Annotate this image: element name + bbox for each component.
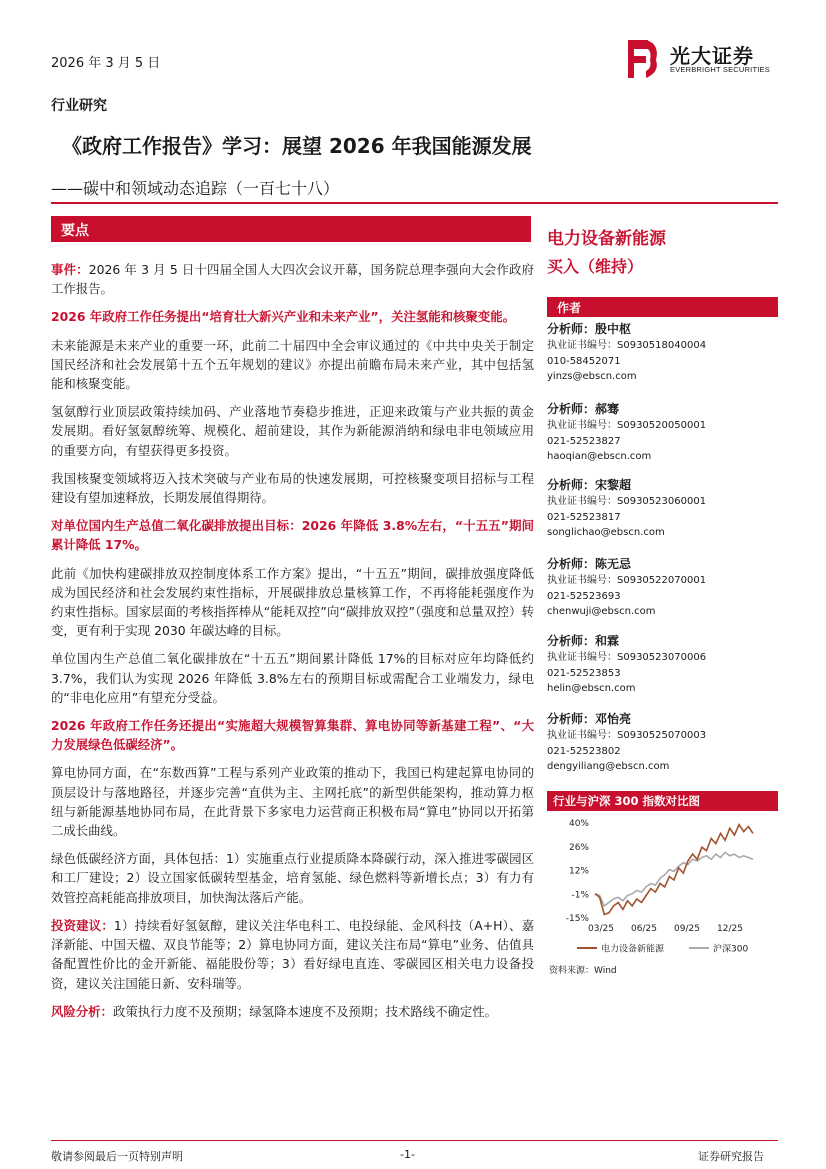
key-points-label: 要点 [61, 223, 89, 239]
chart-title: 行业与沪深 300 指数对比图 [553, 794, 701, 808]
y-tick-label: 26% [568, 842, 589, 853]
analyst-phone: 021-52523853 [547, 667, 621, 679]
analyst-phone: 021-52523817 [547, 511, 621, 523]
x-tick-label: 06/25 [631, 924, 657, 934]
analyst-email[interactable]: yinzs@ebscn.com [547, 371, 637, 382]
main-body [51, 260, 534, 1030]
analyst-card [547, 710, 778, 775]
analyst-name: 分析师：殷中枢 [547, 322, 632, 336]
analyst-email[interactable]: helin@ebscn.com [547, 683, 636, 694]
risk-label: 风险分析： [51, 1003, 113, 1019]
report-type: 行业研究 [51, 98, 107, 114]
analyst-email[interactable]: dengyiliang@ebscn.com [547, 761, 670, 772]
sector-name: 电力设备新能源 [547, 229, 666, 249]
logo-subtext: EVERBRIGHT SECURITIES [670, 65, 770, 74]
paragraph-5: 单位国内生产总值二氧化碳排放在“十五五”期间累计降低 17%的目标对应年均降低约 3.7%，我们认为实现 2026 年降低 3.8%左右的预期目标或需配合工业端发力，绿电的“非电化应用”有望充分受益。 [51, 651, 534, 705]
analyst-phone: 010-58452071 [547, 355, 621, 367]
investment-paragraph [51, 916, 534, 993]
y-tick-label: 12% [568, 866, 589, 877]
analyst-cert: 执业证书编号：S0930518040004 [547, 340, 707, 351]
footer-divider [51, 1140, 778, 1141]
page-number: -1- [400, 1148, 415, 1161]
investment-text: 1）持续看好氢氨醇，建议关注华电科工、电投绿能、金风科技（A+H）、嘉泽新能、中国天楹、双良节能等；2）算电协同方面，建议关注布局“算电”业务、估值具备配置性价比的金开新能、福能股份等；3）看好绿电直连、零碳园区相关电力设备投资，建议关注国能日新、安科瑞等。 [51, 917, 535, 991]
analyst-card [547, 632, 778, 697]
risk-paragraph [51, 1002, 534, 1021]
chart-header [547, 791, 778, 811]
highlight-heading-2: 对单位国内生产总值二氧化碳排放提出目标：2026 年降低 3.8%左右，“十五五”期间累计降低 17%。 [51, 518, 534, 553]
analyst-email[interactable]: songlichao@ebscn.com [547, 527, 665, 538]
footer-disclaimer: 敬请参阅最后一页特别声明 [51, 1150, 183, 1163]
y-tick-label: -15% [565, 914, 589, 924]
authors-header [547, 297, 778, 317]
paragraph-3: 我国核聚变领域将迈入技术突破与产业布局的快速发展期，可控核聚变项目招标与工程建设有望加速释放，长期发展值得期待。 [51, 470, 534, 506]
report-title: 《政府工作报告》学习：展望 2026 年我国能源发展 [62, 134, 532, 158]
analyst-email[interactable]: chenwuji@ebscn.com [547, 606, 656, 617]
logo-mark-icon [626, 38, 662, 82]
report-date: 2026 年 3 月 5 日 [51, 56, 161, 71]
legend-label: 电力设备新能源 [601, 944, 665, 955]
y-tick-label: 40% [568, 819, 589, 829]
highlight-heading-3: 2026 年政府工作任务还提出“实施超大规模智算集群、算电协同等新基建工程”、“大力发展绿色低碳经济”。 [51, 718, 534, 753]
analyst-phone: 021-52523693 [547, 590, 621, 602]
analyst-cert: 执业证书编号：S0930523070006 [547, 652, 707, 663]
key-points-header [51, 216, 531, 242]
chart-source: 资料来源：Wind [549, 966, 617, 976]
authors-label: 作者 [557, 301, 582, 315]
analyst-name: 分析师：宋黎超 [547, 478, 632, 492]
title-divider [51, 202, 778, 204]
logo-text: 光大证券 [670, 44, 754, 68]
series-line [595, 825, 753, 915]
event-paragraph [51, 260, 534, 298]
event-label: 事件： [51, 262, 89, 277]
analyst-name: 分析师：陈无忌 [547, 557, 632, 571]
legend-label: 沪深300 [713, 944, 749, 955]
x-tick-label: 09/25 [674, 924, 700, 934]
x-tick-label: 03/25 [588, 924, 614, 934]
analyst-phone: 021-52523802 [547, 745, 621, 757]
analyst-card [547, 555, 778, 620]
analyst-phone: 021-52523827 [547, 435, 621, 447]
analyst-name: 分析师：和霖 [547, 634, 620, 648]
event-text: 2026 年 3 月 5 日十四届全国人大四次会议开幕，国务院总理李强向大会作政府工作报告。 [51, 262, 534, 297]
analyst-card [547, 476, 778, 541]
performance-chart [547, 815, 778, 965]
report-subtitle: ——碳中和领域动态追踪（一百七十八） [51, 179, 340, 198]
analyst-cert: 执业证书编号：S0930522070001 [547, 575, 707, 586]
x-tick-label: 12/25 [717, 924, 743, 934]
paragraph-6: 算电协同方面，在“东数西算”工程与系列产业政策的推动下，我国已构建起算电协同的顶层设计与落地路径，并逐步完善“直供为主、主网托底”的新型供能架构，推动算力枢纽与新能源基地协同布局，在此背景下多家电力运营商正积极布局“算电”协同以开拓第二成长曲线。 [51, 765, 534, 839]
analyst-name: 分析师：郝骞 [547, 402, 620, 416]
paragraph-7: 绿色低碳经济方面，具体包括：1）实施重点行业提质降本降碳行动，深入推进零碳园区和工厂建设；2）设立国家低碳转型基金，培育氢能、绿色燃料等新增长点；3）有力有效管控高耗能高排放项目，加快淘汰落后产能。 [51, 851, 534, 905]
analyst-card [547, 400, 778, 465]
analyst-cert: 执业证书编号：S0930525070003 [547, 730, 707, 741]
rating: 买入（维持） [547, 257, 644, 276]
analyst-cert: 执业证书编号：S0930520050001 [547, 420, 707, 431]
y-tick-label: -1% [571, 890, 589, 901]
paragraph-4: 此前《加快构建碳排放双控制度体系工作方案》提出，“十五五”期间，碳排放强度降低成为国民经济和社会发展约束性指标，开展碳排放总量核算工作，不再将能耗强度作为约束性指标。国家层面的考核指挥棒从“能耗双控”向“碳排放双控”（强度和总量双控）转变，更有利于实现 2030 年碳达峰的目标。 [51, 565, 534, 639]
analyst-card [547, 320, 778, 385]
everbright-logo [626, 38, 786, 84]
analyst-email[interactable]: haoqian@ebscn.com [547, 451, 652, 462]
paragraph-2: 氢氨醇行业顶层政策持续加码、产业落地节奏稳步推进，正迎来政策与产业共振的黄金发展期。看好氢氨醇统筹、规模化、超前建设，其作为新能源消纳和绿电非电领域应用的重要方向，有望获得更多投资。 [51, 404, 534, 458]
investment-label: 投资建议： [51, 917, 114, 933]
analyst-cert: 执业证书编号：S0930523060001 [547, 496, 707, 507]
highlight-heading-1: 2026 年政府工作任务提出“培育壮大新兴产业和未来产业”，关注氢能和核聚变能。 [51, 309, 515, 325]
risk-text: 政策执行力度不及预期；绿氢降本速度不及预期；技术路线不确定性。 [112, 1003, 498, 1019]
paragraph-1: 未来能源是未来产业的重要一环，此前二十届四中全会审议通过的《中共中央关于制定国民经济和社会发展第十五个五年规划的建议》亦提出前瞻布局未来产业，其中包括氢能和核聚变能。 [51, 337, 534, 392]
footer-report-type: 证券研究报告 [698, 1150, 764, 1163]
analyst-name: 分析师：邓怡亮 [547, 712, 632, 726]
